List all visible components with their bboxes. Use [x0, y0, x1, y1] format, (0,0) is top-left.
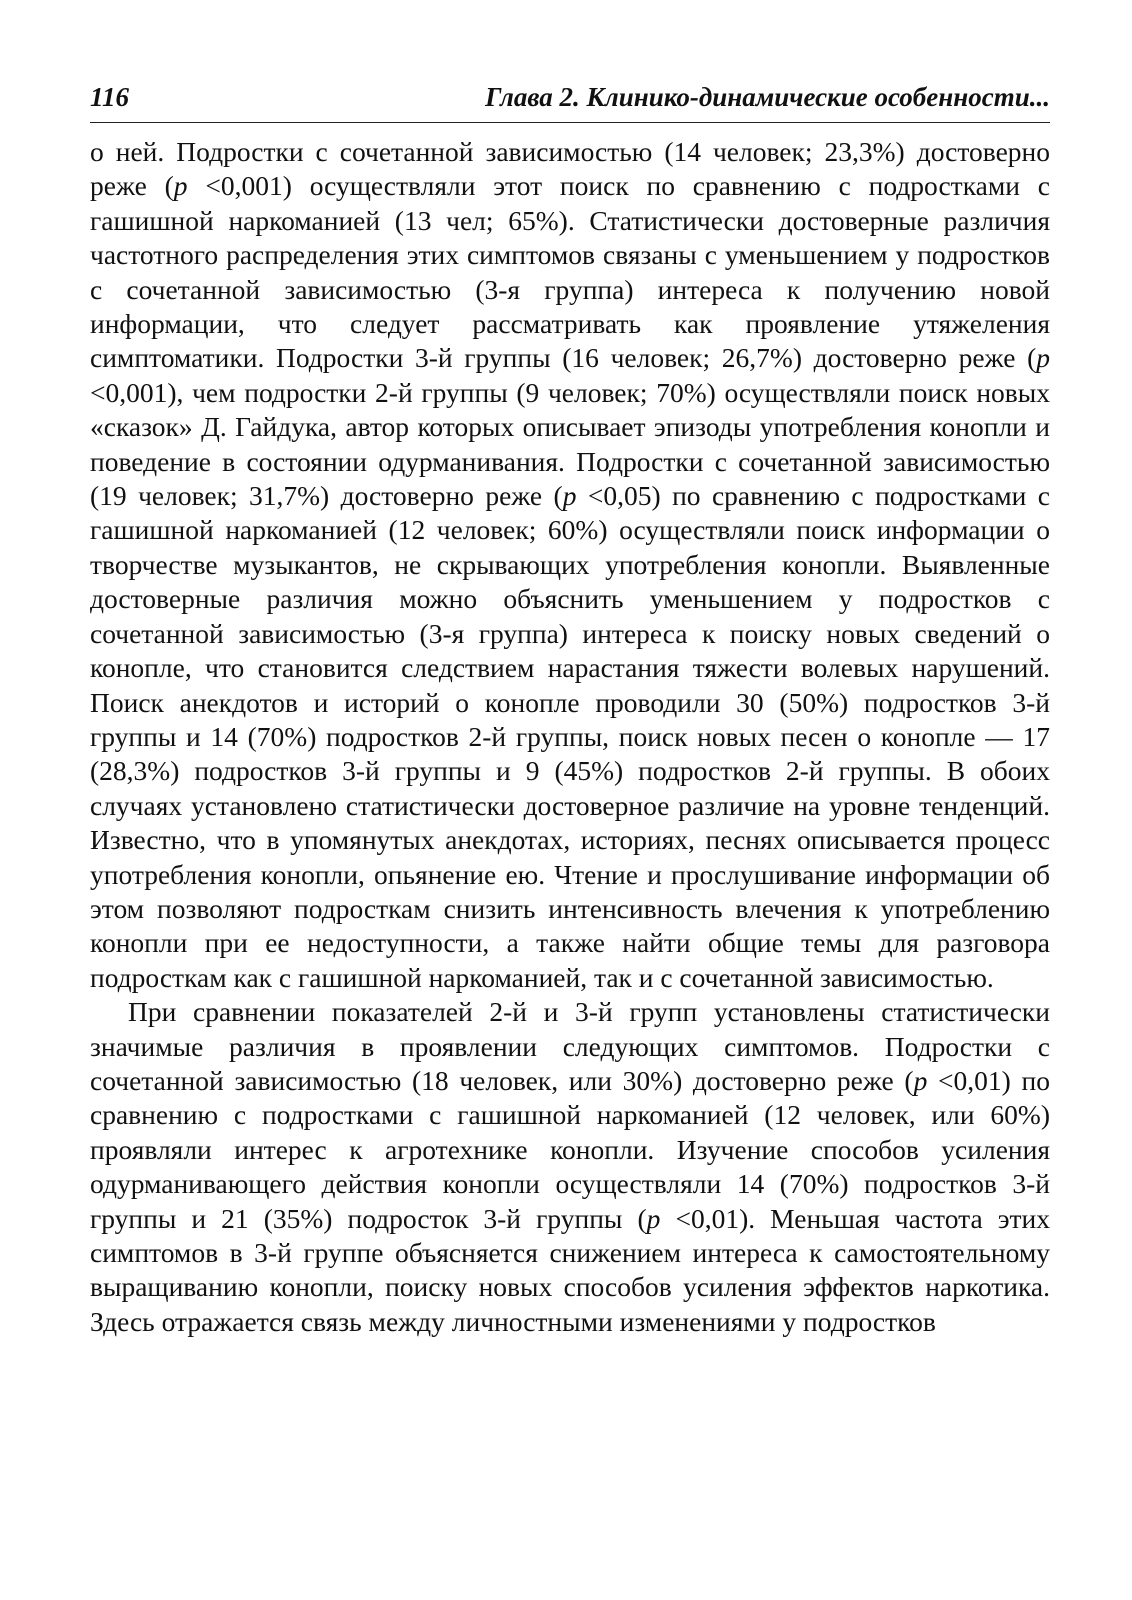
running-title: Глава 2. Клинико-динамические особенности... — [485, 82, 1050, 112]
paragraph-2: При сравнении показателей 2-й и 3-й групп установлены статистически значимые различия в проявлении следующих симптомов. Подростки с сочетанной зависимостью (18 человек, или 30%) достоверно реже (p <0,01) по сравнению с подростками с гашишной наркоманией (12 человек, или 60%) проявляли интерес к агротехнике конопли. Изучение способов усиления одурманивающего действия конопли осуществляли 14 (70%) подростков 3-й группы и 21 (35%) подросток 3-й группы (p <0,01). Меньшая частота этих симптомов в 3-й группе объясняется снижением интереса к самостоятельному выращиванию конопли, поиску новых способов усиления эффектов наркотика. Здесь отражается связь между личностными изменениями у подростков — [90, 996, 1050, 1337]
paragraph-1: о ней. Подростки с сочетанной зависимостью (14 человек; 23,3%) достоверно реже (p <0,001) осуществляли этот поиск по сравнению с подростками с гашишной наркоманией (13 чел; 65%). Статистически достоверные различия частотного распределения этих симптомов связаны с уменьшением у подростков с сочетанной зависимостью (3-я группа) интереса к получению новой информации, что следует рассматривать как проявление утяжеления симптоматики. Подростки 3-й группы (16 человек; 26,7%) достоверно реже (p <0,001), чем подростки 2-й группы (9 человек; 70%) осуществляли поиск новых «сказок» Д. Гайдука, автор которых описывает эпизоды употребления конопли и поведение в состоянии одурманивания. Подростки с сочетанной зависимостью (19 человек; 31,7%) достоверно реже (p <0,05) по сравнению с подростками с гашишной наркоманией (12 человек; 60%) осуществляли поиск информации о творчестве музыкантов, не скрывающих употребления конопли. Выявленные достоверные различия можно объяснить уменьшением у подростков с сочетанной зависимостью (3-я группа) интереса к поиску новых сведений о конопле, что становится следствием нарастания тяжести волевых нарушений. Поиск анекдотов и историй о конопле проводили 30 (50%) подростков 3-й группы и 14 (70%) подростков 2-й группы, поиск новых песен о конопле — 17 (28,3%) подростков 3-й группы и 9 (45%) подростков 2-й группы. В обоих случаях установлено статистически достоверное различие на уровне тенденций. Известно, что в упомянутых анекдотах, историях, песнях описывается процесс употребления конопли, опьянение ею. Чтение и прослушивание информации об этом позволяют подросткам снизить интенсивность влечения к употреблению конопли при ее недоступности, а также найти общие темы для разговора подросткам как с гашишной наркоманией, так и с сочетанной зависимостью. — [90, 136, 1050, 993]
book-page — [90, 78, 1050, 1339]
page-number: 116 — [90, 82, 130, 112]
body-text — [90, 135, 1050, 1339]
running-header — [90, 78, 1050, 123]
